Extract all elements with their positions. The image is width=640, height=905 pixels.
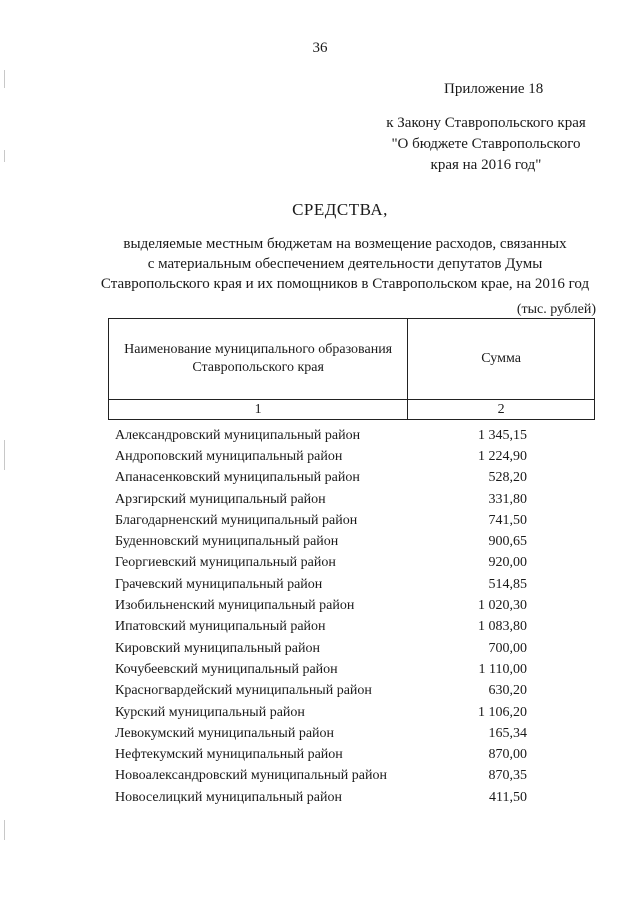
table-row <box>115 574 527 595</box>
amount-value: 1 106,20 <box>478 704 527 720</box>
municipality-name: Кочубеевский муниципальный район <box>115 661 338 677</box>
amount-value: 870,00 <box>488 747 527 763</box>
municipality-name: Левокумский муниципальный район <box>115 725 335 741</box>
page-number: 36 <box>312 40 328 56</box>
amount-value: 900,65 <box>488 534 527 550</box>
units-label: (тыс. рублей) <box>516 302 596 317</box>
law-reference-line: к Закону Ставропольского края <box>386 115 586 131</box>
subtitle-line: Ставропольского края и их помощников в Ставропольском крае, на 2016 год <box>100 276 590 292</box>
table-row <box>115 553 527 574</box>
table-header <box>108 318 595 420</box>
amount-value: 1 083,80 <box>478 619 527 635</box>
amount-value: 514,85 <box>488 576 527 592</box>
column-number-2: 2 <box>408 400 595 420</box>
municipality-name: Курский муниципальный район <box>115 704 305 720</box>
table-row <box>115 638 527 659</box>
table-row <box>115 595 527 616</box>
municipality-name: Красногвардейский муниципальный район <box>115 683 372 699</box>
amount-value: 1 345,15 <box>478 427 527 443</box>
table-row <box>115 659 527 680</box>
table-row <box>115 446 527 467</box>
municipality-name: Андроповский муниципальный район <box>115 448 343 464</box>
appendix-label: Приложение 18 <box>444 81 544 97</box>
subtitle-line: с материальным обеспечением деятельности депутатов Думы <box>147 256 543 272</box>
header-sum-cell: Сумма <box>408 319 595 400</box>
header-name-cell: Наименование муниципального образования Ставропольского края <box>109 319 408 400</box>
table-row <box>115 787 527 808</box>
table-row <box>115 723 527 744</box>
amount-value: 741,50 <box>488 512 527 528</box>
amount-value: 411,50 <box>489 789 527 805</box>
law-reference-line: "О бюджете Ставропольского <box>391 136 581 152</box>
municipality-name: Ипатовский муниципальный район <box>115 619 326 635</box>
subtitle-line: выделяемые местным бюджетам на возмещение расходов, связанных <box>123 236 567 252</box>
document-subtitle <box>80 234 610 294</box>
document-title: СРЕДСТВА, <box>292 200 388 219</box>
amount-value: 1 224,90 <box>478 448 527 464</box>
table-row <box>115 425 527 446</box>
municipality-name: Кировский муниципальный район <box>115 640 320 656</box>
municipality-name: Александровский муниципальный район <box>115 427 361 443</box>
municipality-name: Георгиевский муниципальный район <box>115 555 336 571</box>
municipality-name: Благодарненский муниципальный район <box>115 512 358 528</box>
table-row <box>115 531 527 552</box>
table-row <box>115 681 527 702</box>
amount-value: 920,00 <box>488 555 527 571</box>
municipality-name: Новоселицкий муниципальный район <box>115 789 342 805</box>
amount-value: 165,34 <box>488 725 527 741</box>
municipality-name: Апанасенковский муниципальный район <box>115 470 360 486</box>
municipality-name: Грачевский муниципальный район <box>115 576 323 592</box>
table-row <box>115 766 527 787</box>
table-row <box>115 489 527 510</box>
law-reference <box>380 113 592 176</box>
amount-value: 331,80 <box>488 491 527 507</box>
table-body <box>115 425 527 808</box>
municipality-name: Изобильненский муниципальный район <box>115 598 355 614</box>
table-row <box>115 468 527 489</box>
municipality-name: Новоалександровский муниципальный район <box>115 768 387 784</box>
margin-scan-marks <box>0 0 12 905</box>
table-row <box>115 702 527 723</box>
table-row <box>115 617 527 638</box>
amount-value: 630,20 <box>488 683 527 699</box>
amount-value: 700,00 <box>488 640 527 656</box>
municipality-name: Арзгирский муниципальный район <box>115 491 326 507</box>
municipality-name: Буденновский муниципальный район <box>115 534 339 550</box>
law-reference-line: края на 2016 год" <box>430 157 542 173</box>
table-row <box>115 744 527 765</box>
amount-value: 528,20 <box>488 470 527 486</box>
amount-value: 870,35 <box>488 768 527 784</box>
table-row <box>115 510 527 531</box>
column-number-1: 1 <box>109 400 408 420</box>
amount-value: 1 110,00 <box>478 661 527 677</box>
amount-value: 1 020,30 <box>478 598 527 614</box>
municipality-name: Нефтекумский муниципальный район <box>115 747 343 763</box>
